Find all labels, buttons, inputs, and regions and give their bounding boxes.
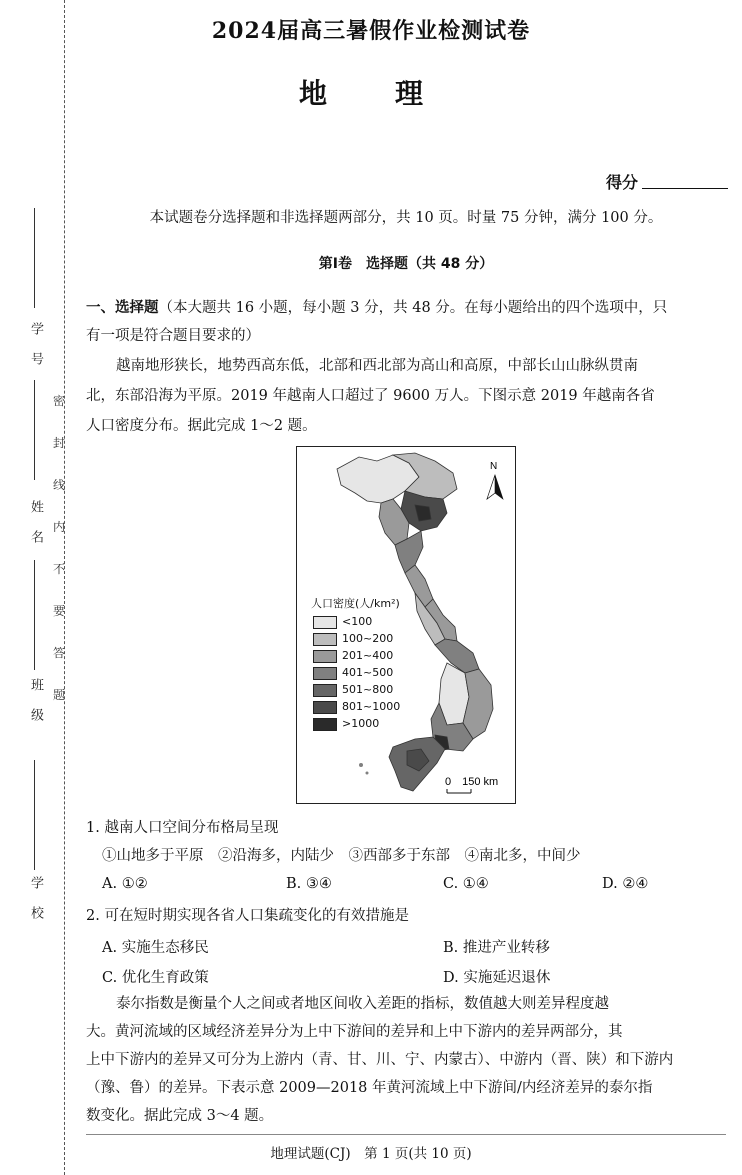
q2-option-b[interactable]: B. 推进产业转移 — [443, 940, 550, 956]
score-blank[interactable] — [642, 188, 728, 189]
passage1-line2: 北，东部沿海为平原。2019 年越南人口超过了 9600 万人。下图示意 2019 年越南各省 — [86, 388, 655, 404]
seal-char: 要 — [53, 604, 66, 618]
legend-item — [313, 649, 393, 663]
school-label: 学 校 — [28, 876, 43, 921]
legend-label: 801~1000 — [342, 700, 401, 713]
section1-desc-line1: （本大题共 16 小题，每小题 3 分，共 48 分。在每小题给出的四个选项中，只 — [158, 300, 668, 316]
seal-char: 密 — [53, 394, 66, 408]
student-id-label: 学 号 — [28, 322, 43, 367]
q2-option-c[interactable]: C. 优化生育政策 — [102, 970, 209, 986]
seal-char: 内 — [53, 520, 66, 534]
seal-char: 封 — [53, 436, 66, 450]
legend-swatch — [313, 667, 337, 680]
section1-instructions — [86, 294, 726, 322]
seal-char: 不 — [53, 562, 66, 576]
binding-dashed-line — [64, 0, 65, 1175]
passage1-line3: 人口密度分布。据此完成 1～2 题。 — [86, 418, 317, 434]
seal-char: 题 — [53, 688, 66, 702]
school-blank — [34, 760, 35, 870]
footer-divider — [86, 1134, 726, 1135]
legend-item — [313, 700, 400, 714]
legend-swatch — [313, 616, 337, 629]
q1-option-c[interactable]: C. ①④ — [443, 876, 489, 892]
q1-statements: ①山地多于平原 ②沿海多，内陆少 ③西部多于东部 ④南北多，中间少 — [102, 848, 581, 864]
q1-option-a[interactable]: A. ①② — [102, 876, 148, 892]
page-footer: 地理试题(CJ) 第 1 页(共 10 页) — [270, 1146, 472, 1162]
name-blank — [34, 380, 35, 480]
seal-char: 答 — [53, 646, 66, 660]
map-island-2 — [366, 772, 369, 775]
legend-label: 201~400 — [342, 649, 394, 662]
legend-swatch — [313, 684, 337, 697]
legend-item — [313, 632, 393, 646]
legend-swatch — [313, 718, 337, 731]
map-region-central-4 — [435, 639, 479, 673]
legend-swatch — [313, 633, 337, 646]
exam-title: 2024届高三暑假作业检测试卷 — [211, 18, 531, 44]
q1-stem: 1. 越南人口空间分布格局呈现 — [86, 820, 279, 836]
legend-label: 401~500 — [342, 666, 394, 679]
section1-heading: 一、选择题 — [86, 300, 159, 316]
passage2-line4: （豫、鲁）的差异。下表示意 2009—2018 年黄河流域上中下游间/内经济差异的泰尔指 — [86, 1080, 653, 1096]
student-id-blank — [34, 208, 35, 308]
map-island-1 — [359, 763, 363, 767]
north-label: N — [490, 461, 498, 472]
section1-desc-line2: 有一项是符合题目要求的） — [86, 328, 260, 344]
map-region-coast-south-central — [463, 669, 493, 739]
passage2-line3: 上中下游内的差异又可分为上游内（青、甘、川、宁、内蒙古）、中游内（晋、陕）和下游内 — [86, 1052, 674, 1068]
legend-item — [313, 683, 393, 697]
name-label: 姓 名 — [28, 500, 43, 545]
q1-option-b[interactable]: B. ③④ — [286, 876, 332, 892]
legend-label: >1000 — [342, 717, 380, 730]
legend-item — [313, 615, 372, 629]
subject-title: 地 理 — [298, 77, 443, 110]
legend-swatch — [313, 650, 337, 663]
part1-title: 第Ⅰ卷 选择题（共 48 分） — [318, 256, 494, 272]
passage2-line2: 大。黄河流域的区域经济差异分为上中下游间的差异和上中下游内的差异两部分，其 — [86, 1024, 623, 1040]
class-blank — [34, 560, 35, 670]
q2-option-d[interactable]: D. 实施延迟退休 — [443, 970, 551, 986]
q2-stem: 2. 可在短时期实现各省人口集疏变化的有效措施是 — [86, 908, 409, 924]
vietnam-density-map — [296, 446, 516, 804]
legend-label: 501~800 — [342, 683, 394, 696]
legend-item — [313, 666, 393, 680]
exam-intro: 本试题卷分选择题和非选择题两部分，共 10 页。时量 75 分钟，满分 100 分。 — [149, 210, 663, 226]
passage2-line5: 数变化。据此完成 3～4 题。 — [86, 1108, 274, 1124]
legend-label: <100 — [342, 615, 373, 628]
seal-char: 线 — [53, 478, 66, 492]
legend-item — [313, 717, 379, 731]
passage1-line1: 越南地形狭长，地势西高东低，北部和西北部为高山和高原，中部长山山脉纵贯南 — [116, 358, 638, 374]
class-label: 班 级 — [28, 678, 43, 723]
legend-label: 100~200 — [342, 632, 394, 645]
scale-label: 0 150 km — [445, 776, 499, 788]
q1-option-d[interactable]: D. ②④ — [602, 876, 649, 892]
legend-swatch — [313, 701, 337, 714]
score-label: 得分 — [606, 173, 639, 192]
q2-option-a[interactable]: A. 实施生态移民 — [102, 940, 209, 956]
passage2-line1: 泰尔指数是衡量个人之间或者地区间收入差距的指标，数值越大则差异程度越 — [116, 996, 609, 1012]
legend-title: 人口密度(人/km²) — [311, 597, 400, 610]
